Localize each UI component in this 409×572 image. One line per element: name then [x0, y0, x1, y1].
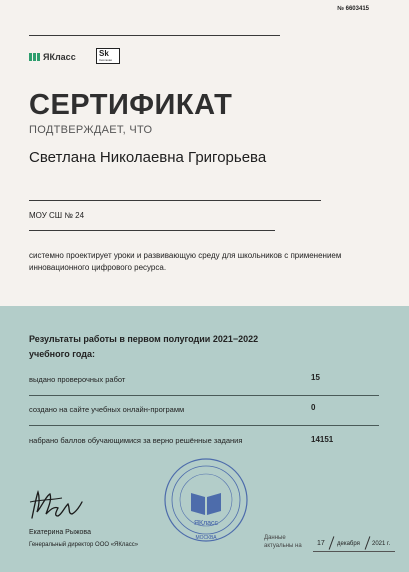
results-row-label: выдано проверочных работ	[29, 375, 126, 384]
certificate-description: системно проектирует уроки и развивающую среду для школьников с применением инновационного цифрового ресурса.	[29, 251, 342, 272]
signer-name: Екатерина Рыжова	[29, 529, 91, 536]
date-day: 17	[317, 540, 325, 547]
results-row-divider	[29, 425, 379, 426]
yaklass-logo-icon	[29, 53, 40, 61]
company-seal	[163, 455, 249, 553]
results-row-value: 15	[311, 373, 320, 382]
certificate-number: № 6603415	[337, 6, 369, 12]
school-name: МОУ СШ № 24	[29, 211, 85, 220]
results-row-label: набрано баллов обучающимися за верно решённые задания	[29, 436, 243, 445]
signature-image	[28, 488, 86, 524]
skolkovo-logo-caption: Сколково	[99, 58, 113, 62]
recipient-name: Светлана Николаевна Григорьева	[29, 149, 267, 166]
certificate-title: СЕРТИФИКАТ	[29, 89, 233, 121]
results-row-value: 0	[311, 403, 316, 412]
skolkovo-logo-mark: Sk	[99, 49, 109, 58]
signer-role: Генеральный директор ООО «ЯКласс»	[29, 542, 139, 548]
results-title: Результаты работы в первом полугодии 2021−2022 учебного года:	[29, 334, 259, 359]
yaklass-logo-text: ЯКласс	[43, 52, 76, 62]
seal-book-icon	[191, 493, 221, 515]
top-divider	[29, 35, 280, 36]
date-underline	[313, 551, 395, 552]
results-row-label: создано на сайте учебных онлайн-программ	[29, 405, 185, 414]
date-month: декабря	[337, 541, 360, 547]
results-row-divider	[29, 395, 379, 396]
seal-center-text: ЯКласс	[193, 520, 219, 527]
date-year: 2021 г.	[372, 541, 391, 547]
skolkovo-logo	[96, 48, 120, 64]
name-underline	[29, 200, 321, 201]
date-label: Данные актуальны на	[264, 535, 302, 549]
certificate-subtitle: ПОДТВЕРЖДАЕТ, ЧТО	[29, 124, 153, 136]
seal-city-text: МОСКВА	[195, 535, 217, 541]
yaklass-logo	[29, 52, 76, 62]
school-underline	[29, 230, 275, 231]
results-row-value: 14151	[311, 435, 334, 444]
